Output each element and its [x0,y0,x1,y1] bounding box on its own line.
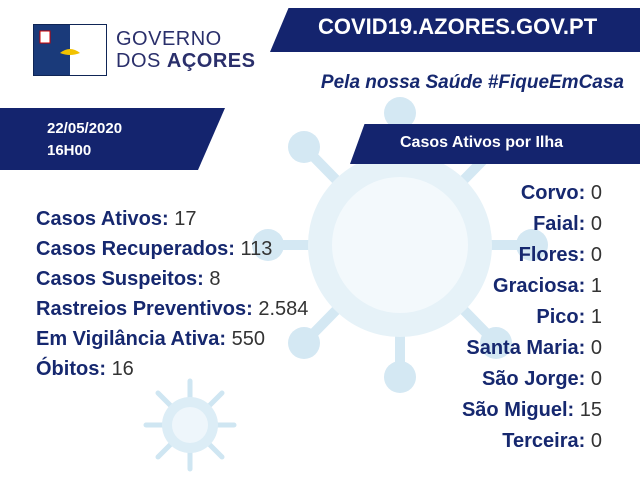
island-row-faial [462,209,602,240]
flag-emblem-icon [34,25,106,75]
islands-list [462,178,602,457]
island-value: 0 [590,368,602,390]
azores-flag-logo [33,24,107,76]
island-label: Corvo: [520,182,586,204]
stats-list [36,204,308,384]
stat-row-recovered [36,234,308,264]
stat-label: Casos Recuperados: [36,238,235,260]
island-value: 0 [590,430,602,452]
site-url: COVID19.AZORES.GOV.PT [318,14,598,39]
island-row-santa-maria [462,333,602,364]
stat-label: Rastreios Preventivos: [36,298,253,320]
stat-label: Óbitos: [36,358,106,380]
stat-value: 16 [111,358,134,380]
island-row-graciosa [462,271,602,302]
stat-label: Casos Suspeitos: [36,268,204,290]
stat-value: 550 [231,328,266,350]
island-label: Pico: [536,306,586,328]
island-value: 1 [590,275,602,297]
stat-value: 113 [240,238,273,260]
island-label: Flores: [518,244,586,266]
stat-value: 8 [209,268,221,290]
stat-row-deaths [36,354,308,384]
virus-illustration-small [140,375,240,475]
island-value: 0 [590,182,602,204]
logo-line-2-prefix: DOS [116,50,167,72]
logo-line-1: GOVERNO [116,28,222,50]
island-row-corvo [462,178,602,209]
stat-label: Casos Ativos: [36,208,169,230]
report-time: 16H00 [47,142,92,159]
island-value: 0 [590,337,602,359]
logo-line-2-bold: AÇORES [166,50,256,72]
stat-row-surveillance [36,324,308,354]
island-label: Graciosa: [493,275,586,297]
island-row-flores [462,240,602,271]
island-label: Santa Maria: [466,337,586,359]
report-date: 22/05/2020 [47,120,123,137]
island-value: 1 [590,306,602,328]
island-row-pico [462,302,602,333]
stat-label: Em Vigilância Ativa: [36,328,227,350]
stat-row-active [36,204,308,234]
island-row-sao-jorge [462,364,602,395]
stat-row-screenings [36,294,308,324]
logo-line-2 [116,50,255,72]
stat-value: 17 [174,208,197,230]
island-row-terceira [462,426,602,457]
island-label: Faial: [533,213,586,235]
islands-title: Casos Ativos por Ilha [400,134,563,151]
island-value: 0 [590,244,602,266]
island-label: Terceira: [502,430,586,452]
island-row-sao-miguel [462,395,602,426]
stat-value: 2.584 [258,298,309,320]
government-logo-text [116,28,255,72]
stat-row-suspected [36,264,308,294]
slogan: Pela nossa Saúde #FiqueEmCasa [320,72,624,93]
island-value: 0 [590,213,602,235]
island-label: São Miguel: [461,399,575,421]
report-datetime [47,118,122,162]
island-label: São Jorge: [481,368,586,390]
island-value: 15 [579,399,602,421]
